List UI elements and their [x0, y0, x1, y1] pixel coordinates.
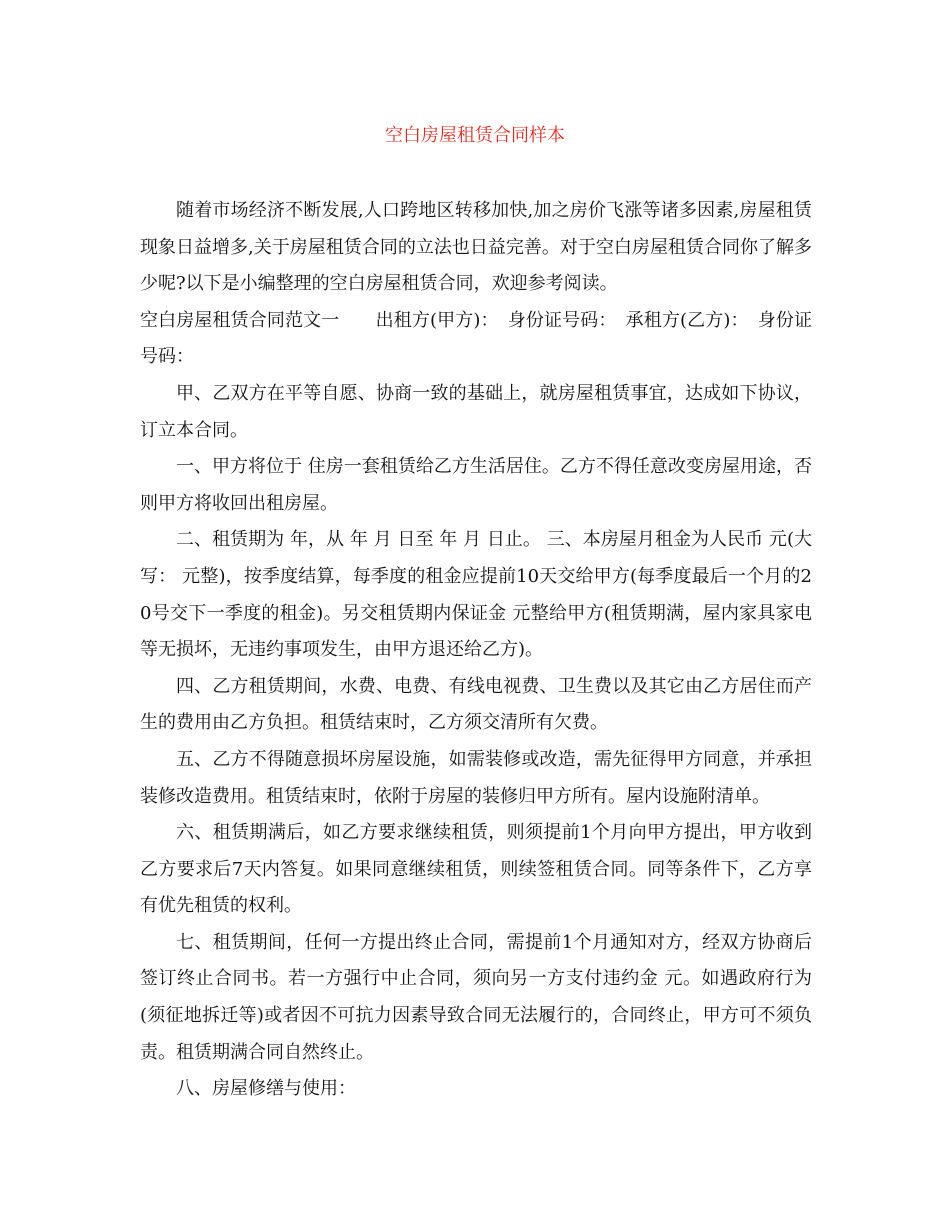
- clause-7-paragraph: 七、租赁期间，任何一方提出终止合同，需提前1个月通知对方，经双方协商后签订终止合同书。若一方强行中止合同，须向另一方支付违约金 元。如遇政府行为(须征地拆迁等)或者因不可抗力因素导致合同无法履行的，合同终止，甲方可不须负责。租赁期满合同自然终止。: [140, 931, 812, 1063]
- clause-4-paragraph: 四、乙方租赁期间，水费、电费、有线电视费、卫生费以及其它由乙方居住而产生的费用由乙方负担。租赁结束时，乙方须交清所有欠费。: [140, 675, 812, 734]
- document-body: [140, 193, 812, 1108]
- intro-paragraph: 随着市场经济不断发展,人口跨地区转移加快,加之房价飞涨等诸多因素,房屋租赁现象日益增多,关于房屋租赁合同的立法也日益完善。对于空白房屋租赁合同你了解多少呢?以下是小编整理的空白房屋租赁合同，欢迎参考阅读。: [140, 200, 812, 295]
- clause-8-heading: 八、房屋修缮与使用：: [176, 1078, 356, 1100]
- document-title: 空白房屋租赁合同样本: [385, 125, 565, 146]
- clause-5-paragraph: 五、乙方不得随意损坏房屋设施，如需装修或改造，需先征得甲方同意，并承担装修改造费用。租赁结束时，依附于房屋的装修归甲方所有。屋内设施附清单。: [140, 748, 812, 807]
- parties-paragraph: 空白房屋租赁合同范文一 出租方(甲方)： 身份证号码： 承租方(乙方)： 身份证号码：: [140, 309, 812, 368]
- agreement-paragraph: 甲、乙双方在平等自愿、协商一致的基础上，就房屋租赁事宜，达成如下协议，订立本合同。: [140, 382, 812, 441]
- clause-6-paragraph: 六、租赁期满后，如乙方要求继续租赁，则须提前1个月向甲方提出，甲方收到乙方要求后7天内答复。如果同意继续租赁，则续签租赁合同。同等条件下，乙方享有优先租赁的权利。: [140, 822, 812, 917]
- clause-1-paragraph: 一、甲方将位于 住房一套租赁给乙方生活居住。乙方不得任意改变房屋用途，否则甲方将收回出租房屋。: [140, 456, 812, 514]
- clause-2-3-paragraph: 二、租赁期为 年，从 年 月 日至 年 月 日止。 三、本房屋月租金为人民币 元(大写： 元整)，按季度结算，每季度的租金应提前10天交给甲方(每季度最后一个月的20号交下一季度的租金)。另交租赁期内保证金 元整给甲方(租赁期满，屋内家具家电等无损坏，无违约事项发生，由甲方退还给乙方)。: [140, 529, 812, 661]
